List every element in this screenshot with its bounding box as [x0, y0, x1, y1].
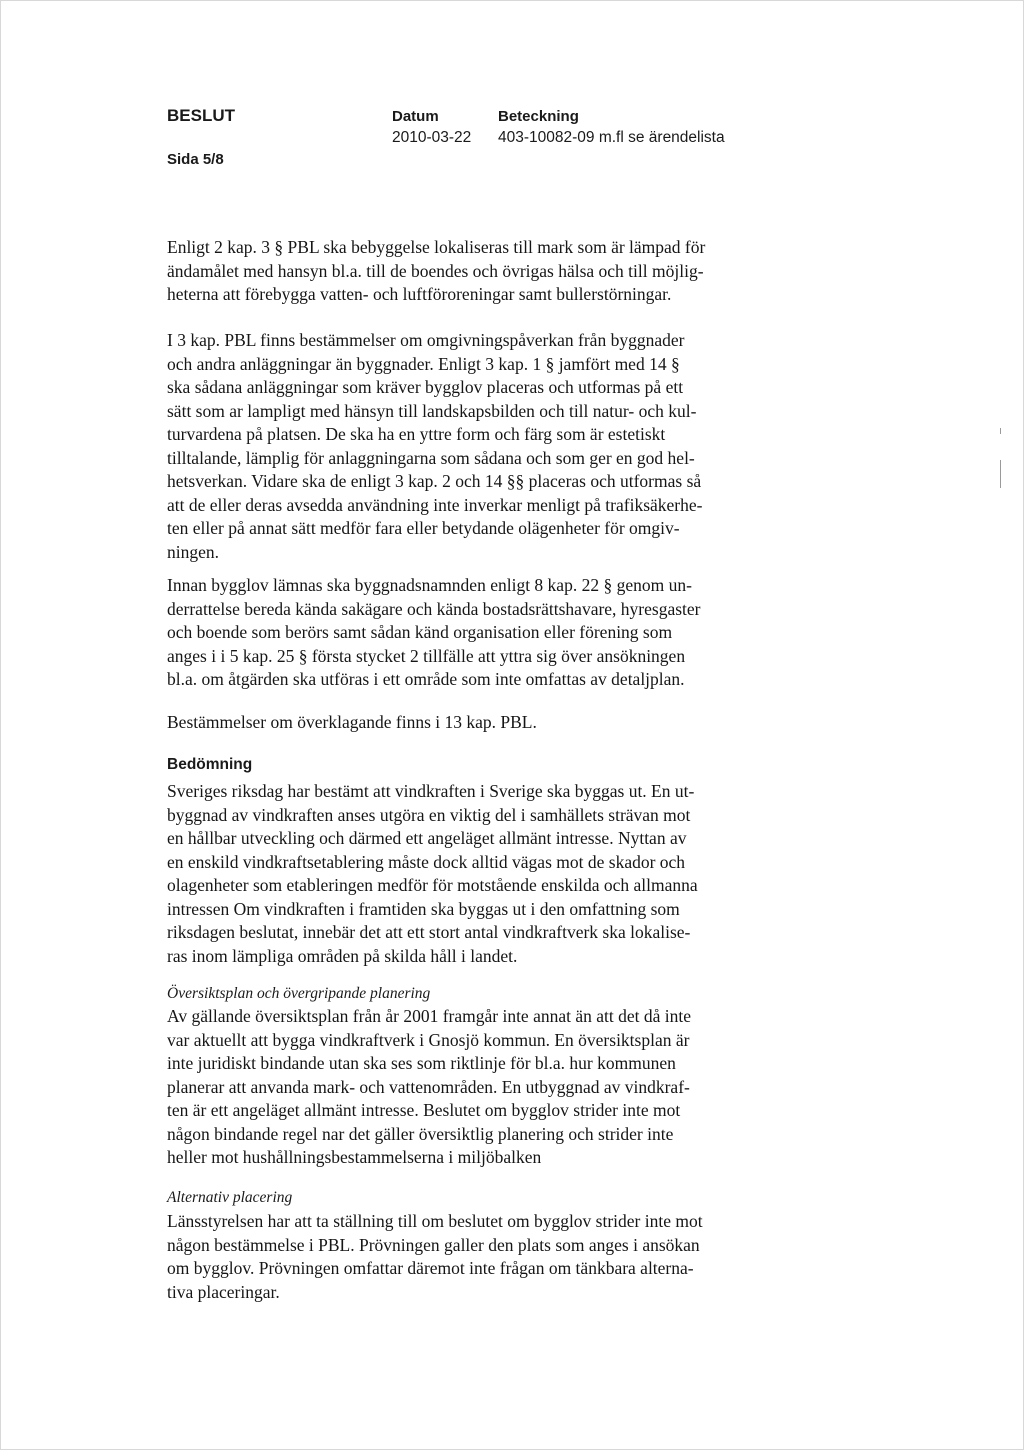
text-line: ningen. — [167, 541, 220, 562]
text-line: ten eller på annat sätt medför fara eller betydande olägenheter för omgiv- — [167, 518, 680, 538]
text-line: och andra anläggningar än byggnader. Enligt 3 kap. 1 § jamfört med 14 § — [167, 353, 680, 374]
section-heading-bedomning: Bedömning — [167, 756, 253, 773]
text-line: en hållbar utveckling och därmed ett angeläget allmänt intresse. Nyttan av — [167, 828, 687, 848]
text-line: ras inom lämpliga områden på skilda håll i landet. — [167, 945, 518, 966]
subheading-oversiktsplan: Översiktsplan och övergripande planering — [167, 985, 431, 1002]
text-line: intressen Om vindkraften i framtiden ska byggas ut i den omfattning som — [167, 898, 680, 919]
text-line: tiva placeringar. — [167, 1281, 280, 1302]
paragraph-bygglov-underrattelse — [167, 574, 767, 692]
text-line: Sveriges riksdag har bestämt att vindkraften i Sverige ska byggas ut. En ut- — [167, 781, 695, 801]
paragraph-overklagande — [167, 711, 767, 735]
text-line: ska sådana anläggningar som kräver bygglov placeras och utformas på ett — [167, 377, 684, 397]
subheading-alternativ-placering: Alternativ placering — [167, 1189, 293, 1206]
text-line: derrattelse bereda kända sakägare och kända bostadsrättshavare, hyresgaster — [167, 598, 701, 619]
text-line: olagenheter som etableringen medför för motstående enskilda och allmanna — [167, 875, 698, 895]
text-line: planerar att anvanda mark- och vattenområden. En utbyggnad av vindkraf- — [167, 1076, 690, 1097]
text-line: heller mot hushållningsbestammelserna i miljöbalken — [167, 1147, 542, 1167]
text-line: ten är ett angeläget allmänt intresse. Beslutet om bygglov strider inte mot — [167, 1100, 681, 1120]
text-line: sätt som ar lampligt med hänsyn till landskapsbilden och till natur- och kul- — [167, 400, 697, 421]
text-line: heterna att förebygga vatten- och luftföroreningar samt bullerstörningar. — [167, 284, 672, 304]
text-line: ändamålet med hansyn bl.a. till de boendes och övrigas hälsa och till möjlig- — [167, 260, 704, 281]
paragraph-alternativ-placering — [167, 1210, 767, 1304]
text-line: någon bestämmelse i PBL. Prövningen galler den plats som anges i ansökan — [167, 1234, 700, 1255]
page-number: Sida 5/8 — [167, 151, 224, 168]
text-line: en enskild vindkraftsetablering måste dock alltid vägas mot de skador och — [167, 851, 686, 872]
text-line: Bestämmelser om överklagande finns i 13 kap. PBL. — [167, 712, 537, 732]
text-line: anges i i 5 kap. 25 § första stycket 2 tillfälle att yttra sig över ansökningen — [167, 645, 686, 666]
text-line: riksdagen beslutat, innebär det att ett stort antal vindkraftverk ska lokalise- — [167, 922, 691, 942]
paragraph-bedomning — [167, 780, 767, 968]
reference-value: 403-10082-09 m.fl se ärendelista — [498, 129, 725, 146]
date-value: 2010-03-22 — [392, 129, 472, 146]
text-line: att de eller deras avsedda användning inte inverkar menligt på trafiksäkerhe- — [167, 494, 703, 515]
text-line: hetsverkan. Vidare ska de enligt 3 kap. 2 och 14 §§ placeras och utformas så — [167, 471, 702, 491]
date-label: Datum — [392, 108, 439, 125]
paragraph-pbl-3-kap — [167, 329, 767, 564]
paragraph-oversiktsplan — [167, 1005, 767, 1170]
text-line: bl.a. om åtgärden ska utföras i ett område som inte omfattas av detaljplan. — [167, 669, 685, 689]
text-line: Innan bygglov lämnas ska byggnadsnamnden enligt 8 kap. 22 § genom un- — [167, 575, 692, 595]
scan-artifact — [1000, 428, 1001, 434]
text-line: byggnad av vindkraften anses utgöra en viktig del i samhällets strävan mot — [167, 804, 691, 825]
text-line: Enligt 2 kap. 3 § PBL ska bebyggelse lokaliseras till mark som är lämpad för — [167, 237, 706, 257]
document-type: BESLUT — [167, 106, 235, 125]
scan-artifact — [1000, 460, 1001, 488]
text-line: någon bindande regel nar det gäller översiktlig planering och strider inte — [167, 1123, 674, 1144]
reference-label: Beteckning — [498, 108, 579, 125]
text-line: tilltalande, lämplig för anlaggningarna som sådana och som ger en god hel- — [167, 447, 695, 468]
text-line: turvardena på platsen. De ska ha en yttre form och färg som är estetiskt — [167, 424, 666, 444]
text-line: Av gällande översiktsplan från år 2001 framgår inte annat än att det då inte — [167, 1006, 691, 1026]
paragraph-pbl-2-kap — [167, 236, 767, 307]
text-line: och boende som berörs samt sådan känd organisation eller förening som — [167, 622, 673, 642]
text-line: var aktuellt att bygga vindkraftverk i Gnosjö kommun. En översiktsplan är — [167, 1029, 690, 1050]
text-line: Länsstyrelsen har att ta ställning till om beslutet om bygglov strider inte mot — [167, 1211, 703, 1231]
text-line: om bygglov. Prövningen omfattar däremot inte frågan om tänkbara alterna- — [167, 1258, 694, 1278]
text-line: inte juridiskt bindande utan ska ses som riktlinje för bl.a. hur kommunen — [167, 1053, 676, 1073]
text-line: I 3 kap. PBL finns bestämmelser om omgivningspåverkan från byggnader — [167, 330, 685, 350]
